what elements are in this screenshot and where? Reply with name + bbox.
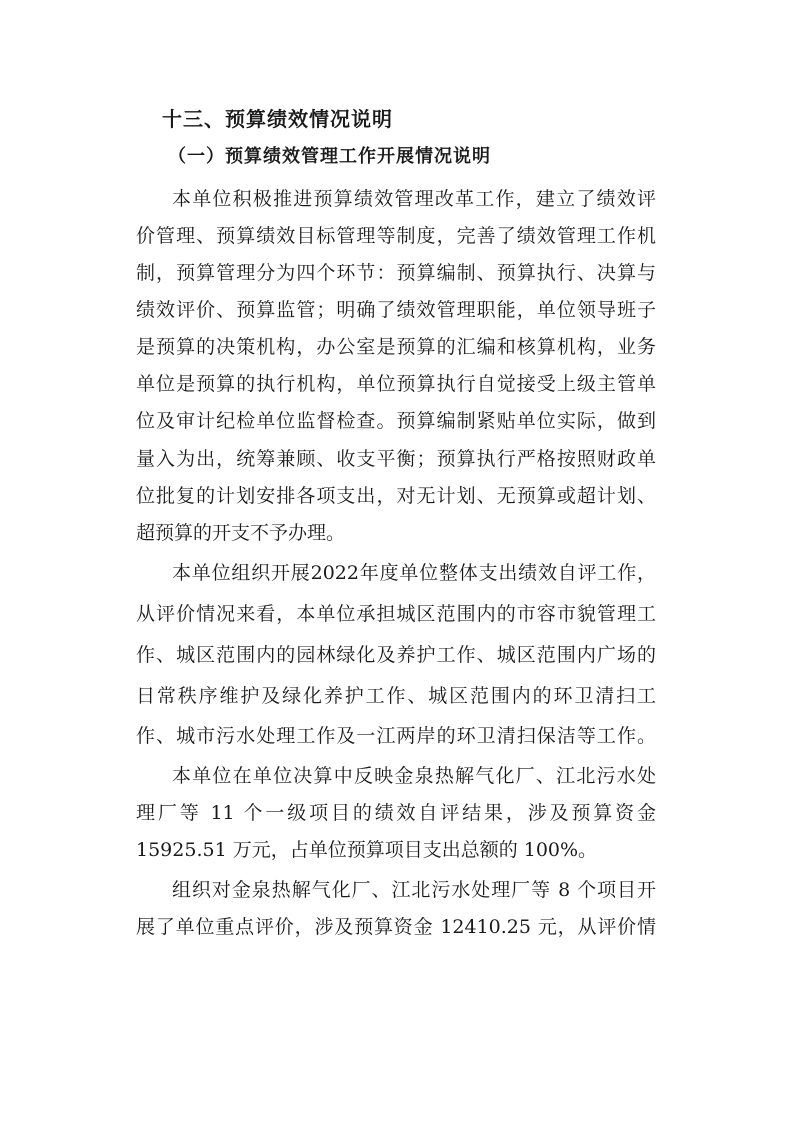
paragraph-1-line-7: 位及审计纪检单位监督检查。预算编制紧贴单位实际，做到 [136,410,656,432]
paragraph-1-line-5: 是预算的决策机构，办公室是预算的汇编和核算机构，业务 [136,336,656,358]
paragraph-3-line-2: 理厂等 11 个一级项目的绩效自评结果，涉及预算资金 [136,802,656,824]
paragraph-1-line-10: 超预算的开支不予办理。 [136,522,346,544]
paragraph-2-line-3: 作、城区范围内的园林绿化及养护工作、城区范围内广场的 [136,644,656,666]
paragraph-4-line-1: 组织对金泉热解气化厂、江北污水处理厂等 8 个项目开 [172,879,656,901]
paragraph-3-line-3: 15925.51 万元，占单位预算项目支出总额的 100%。 [136,839,598,861]
paragraph-2-line-2: 从评价情况来看，本单位承担城区范围内的市容市貌管理工 [136,603,656,625]
paragraph-1-line-4: 绩效评价、预算监管；明确了绩效管理职能，单位领导班子 [136,299,656,321]
subsection-title: （一）预算绩效管理工作开展情况说明 [168,146,491,167]
paragraph-3-line-1: 本单位在单位决算中反映金泉热解气化厂、江北污水处 [172,765,656,787]
paragraph-4-line-2: 展了单位重点评价，涉及预算资金 12410.25 元，从评价情 [136,916,656,938]
paragraph-2-line-5: 作、城市污水处理工作及一江两岸的环卫清扫保洁等工作。 [136,725,656,747]
paragraph-2-line-1: 本单位组织开展2022年度单位整体支出绩效自评工作， [172,562,656,584]
paragraph-1-line-1: 本单位积极推进预算绩效管理改革工作，建立了绩效评 [172,188,656,210]
paragraph-1-line-9: 位批复的计划安排各项支出，对无计划、无预算或超计划、 [136,485,656,507]
paragraph-1-line-8: 量入为出，统筹兼顾、收支平衡；预算执行严格按照财政单 [136,448,656,470]
paragraph-1-line-6: 单位是预算的执行机构，单位预算执行自觉接受上级主管单 [136,373,656,395]
paragraph-1-line-3: 制，预算管理分为四个环节：预算编制、预算执行、决算与 [136,262,656,284]
paragraph-1-line-2: 价管理、预算绩效目标管理等制度，完善了绩效管理工作机 [136,225,656,247]
section-title: 十三、预算绩效情况说明 [162,107,393,131]
paragraph-2-line-4: 日常秩序维护及绿化养护工作、城区范围内的环卫清扫工 [136,685,656,707]
